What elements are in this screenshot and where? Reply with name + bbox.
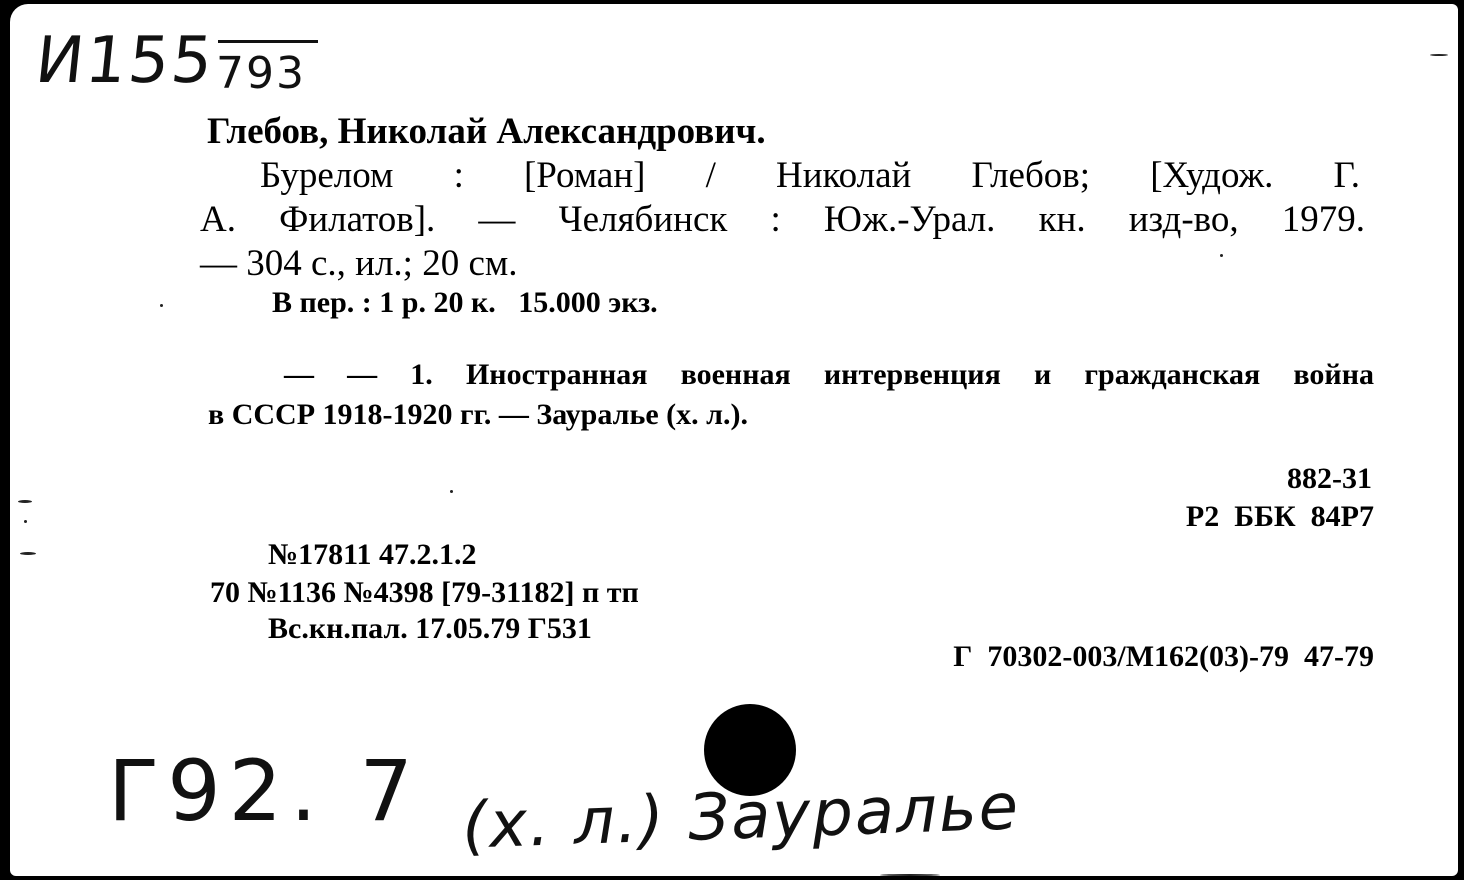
ref-line-3: Вс.кн.пал. 17.05.79 Г531 bbox=[268, 612, 592, 645]
subject-line-1: — — 1. Иностранная военная интервенция и гражданская война bbox=[284, 358, 1374, 391]
subject-line-2: в СССР 1918-1920 гг. — Зауралье (х. л.). bbox=[208, 398, 748, 431]
speck bbox=[1430, 54, 1448, 56]
catalog-card bbox=[10, 4, 1458, 876]
handwritten-shelf-mark: Г92. 7 bbox=[108, 742, 421, 840]
class-bbk: Р2 ББК 84Р7 bbox=[1185, 500, 1374, 533]
speck bbox=[1220, 254, 1223, 257]
handwritten-subject-note: (х. л.) Зауралье bbox=[460, 770, 1022, 864]
speck bbox=[18, 500, 32, 503]
speck bbox=[24, 520, 27, 523]
speck bbox=[160, 304, 163, 307]
ref-line-2: 70 №1136 №4398 [79-31182] п тп bbox=[210, 576, 639, 609]
price-and-run: В пер. : 1 р. 20 к. 15.000 экз. bbox=[272, 286, 658, 319]
title-line-2: А. Филатов]. — Челябинск : Юж.-Урал. кн. изд-во, 1979. bbox=[200, 199, 1365, 240]
speck bbox=[880, 874, 940, 876]
handwritten-call-number-sub: 793 bbox=[216, 48, 306, 99]
call-number-overline bbox=[218, 40, 318, 43]
speck bbox=[20, 552, 36, 555]
title-line-1: Бурелом : [Роман] / Николай Глебов; [Худож. Г. bbox=[260, 155, 1360, 196]
title-line-3: — 304 с., ил.; 20 см. bbox=[200, 243, 518, 284]
speck bbox=[450, 490, 453, 493]
ref-line-1: №17811 47.2.1.2 bbox=[268, 538, 477, 571]
class-udc: 882-31 bbox=[1287, 462, 1372, 495]
catalog-code: Г 70302-003/М162(03)-79 47-79 bbox=[953, 640, 1374, 673]
handwritten-call-number: И155 bbox=[32, 24, 218, 98]
author-heading: Глебов, Николай Александрович. bbox=[207, 111, 766, 152]
